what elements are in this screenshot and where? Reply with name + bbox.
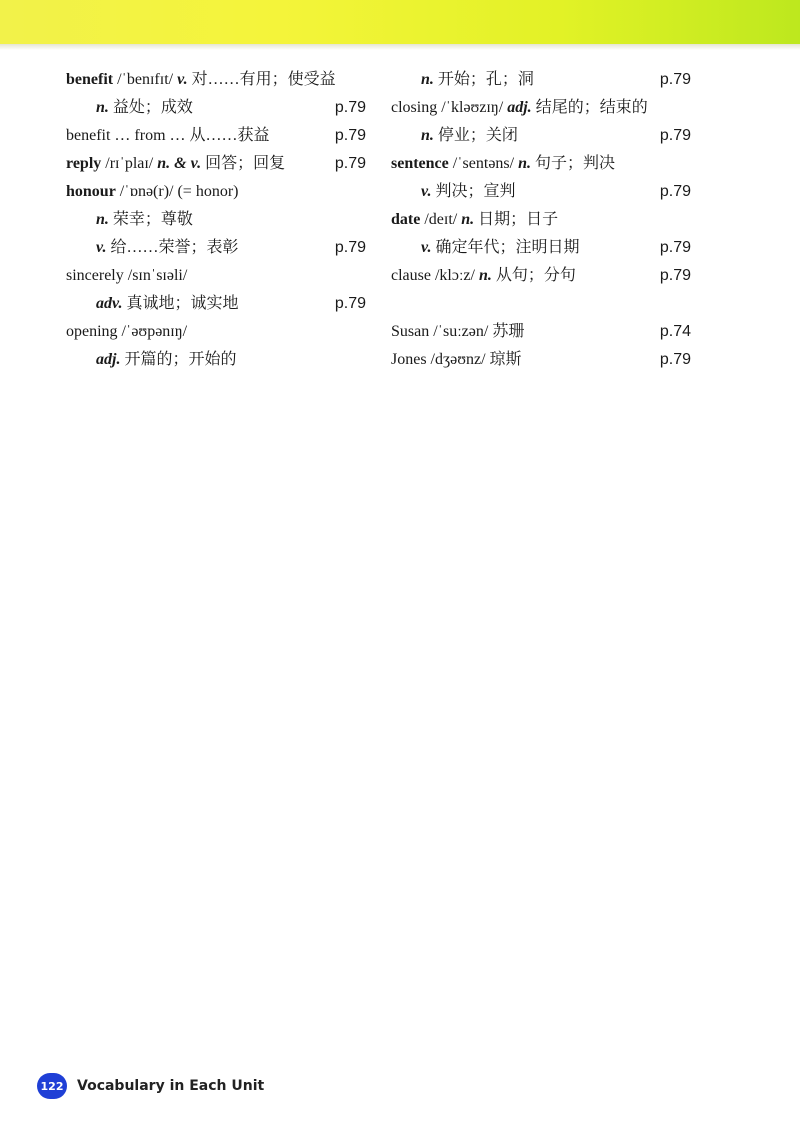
definition: 开篇的；开始的	[120, 351, 237, 368]
entry-text	[391, 155, 615, 172]
header-shadow	[0, 44, 800, 50]
entry-text	[391, 127, 518, 144]
vocab-entry-line	[391, 122, 691, 150]
definition: 开始；孔；洞	[433, 71, 534, 88]
vocab-entry-line	[391, 94, 691, 122]
definition: 日期；日子	[474, 211, 559, 228]
definition: 真诚地；诚实地	[122, 295, 239, 312]
part-of-speech: n.	[96, 211, 109, 228]
entry-text	[66, 295, 239, 312]
entry-pronunciation: /ˈɒnə(r)/ (= honor)	[115, 183, 239, 200]
entry-pronunciation: Jones /dʒəʊnz/ 琼斯	[391, 351, 522, 368]
entry-text	[391, 351, 522, 368]
page-reference: p.79	[334, 239, 366, 256]
vocab-entry-line	[66, 66, 366, 94]
page-reference: p.79	[659, 71, 691, 88]
headword: honour	[66, 183, 116, 200]
part-of-speech: n.	[478, 267, 492, 284]
definition: 给……荣誉；表彰	[106, 239, 239, 256]
entry-pronunciation: opening /ˈəʊpənɪŋ/	[66, 323, 188, 340]
entry-pronunciation: /ˈsentəns/	[448, 155, 519, 172]
headword: date	[391, 211, 421, 228]
definition: 益处；成效	[108, 99, 193, 116]
page-reference: p.74	[659, 323, 691, 340]
vocab-entry-line	[66, 262, 366, 290]
entry-text	[66, 323, 187, 340]
page-reference: p.79	[659, 351, 691, 368]
page-reference: p.79	[659, 267, 691, 284]
page-reference: p.79	[334, 127, 366, 144]
vocab-entry-line	[391, 318, 691, 346]
vocab-entry-line	[66, 290, 366, 318]
entry-text	[66, 267, 187, 284]
entry-text	[391, 211, 558, 228]
part-of-speech: adj.	[507, 99, 532, 116]
vocab-entry-line	[391, 150, 691, 178]
vocabulary-column-right	[391, 66, 691, 374]
entry-pronunciation: closing /ˈkləʊzɪŋ/	[391, 99, 508, 116]
entry-text	[66, 351, 236, 368]
footer-title: Vocabulary in Each Unit	[77, 1078, 265, 1094]
definition: 句子；判决	[531, 155, 616, 172]
definition: 回答；回复	[201, 155, 286, 172]
part-of-speech: adj.	[96, 351, 121, 368]
entry-text	[66, 183, 238, 200]
headword: benefit	[66, 71, 114, 88]
vocab-entry-line	[391, 206, 691, 234]
header-color-bar	[0, 0, 800, 44]
part-of-speech: v.	[421, 183, 432, 200]
page-reference: p.79	[334, 99, 366, 116]
headword: sentence	[391, 155, 449, 172]
entry-text	[391, 99, 648, 116]
vocab-entry-line	[66, 346, 366, 374]
part-of-speech: n.	[421, 127, 434, 144]
page-number-badge: 122	[37, 1073, 67, 1099]
part-of-speech: n. & v.	[157, 155, 202, 172]
vocab-entry-line	[391, 262, 691, 290]
page-reference: p.79	[334, 155, 366, 172]
entry-text	[391, 239, 580, 256]
entry-pronunciation: clause /klɔːz/	[391, 267, 479, 284]
vocab-entry-line	[66, 150, 366, 178]
vocab-entry-line	[391, 66, 691, 94]
part-of-speech: adv.	[96, 295, 123, 312]
entry-text	[391, 183, 516, 200]
part-of-speech: n.	[518, 155, 531, 172]
definition: 结尾的；结束的	[531, 99, 648, 116]
vocabulary-column-left	[66, 66, 366, 374]
part-of-speech: n.	[96, 99, 109, 116]
entry-text	[391, 71, 534, 88]
entry-pronunciation: /rɪˈplaɪ/	[101, 155, 158, 172]
definition: 确定年代；注明日期	[431, 239, 580, 256]
part-of-speech: v.	[96, 239, 107, 256]
vocab-entry-line	[66, 178, 366, 206]
entry-text	[66, 155, 285, 172]
definition: 对……有用；使受益	[187, 71, 336, 88]
entry-text	[66, 239, 239, 256]
entry-spacer	[391, 290, 691, 318]
page-footer	[37, 1073, 264, 1099]
page-reference: p.79	[659, 239, 691, 256]
entry-text	[66, 127, 270, 144]
vocab-entry-line	[391, 178, 691, 206]
entry-text	[391, 267, 576, 284]
part-of-speech: n.	[461, 211, 475, 228]
vocab-entry-line	[66, 206, 366, 234]
entry-pronunciation: /ˈbenɪfɪt/	[113, 71, 178, 88]
entry-text	[66, 99, 193, 116]
definition: 判决；宣判	[431, 183, 516, 200]
vocab-entry-line	[66, 318, 366, 346]
entry-pronunciation: /deɪt/	[420, 211, 462, 228]
vocab-entry-line	[66, 122, 366, 150]
entry-pronunciation: sincerely /sɪnˈsɪəli/	[66, 267, 188, 284]
vocab-entry-line	[391, 346, 691, 374]
entry-text	[66, 211, 193, 228]
vocab-entry-line	[66, 94, 366, 122]
entry-text	[391, 323, 524, 340]
entry-text	[66, 71, 336, 88]
definition: 停业；关闭	[433, 127, 518, 144]
part-of-speech: v.	[177, 71, 188, 88]
page-reference: p.79	[659, 183, 691, 200]
page-reference: p.79	[334, 295, 366, 312]
definition: 从句；分句	[491, 267, 576, 284]
part-of-speech: v.	[421, 239, 432, 256]
part-of-speech: n.	[421, 71, 434, 88]
definition: 荣幸；尊敬	[108, 211, 193, 228]
entry-pronunciation: Susan /ˈsuːzən/ 苏珊	[391, 323, 525, 340]
vocab-entry-line	[66, 234, 366, 262]
page-reference: p.79	[659, 127, 691, 144]
entry-pronunciation: benefit … from … 从……获益	[66, 127, 270, 144]
headword: reply	[66, 155, 102, 172]
vocab-entry-line	[391, 234, 691, 262]
